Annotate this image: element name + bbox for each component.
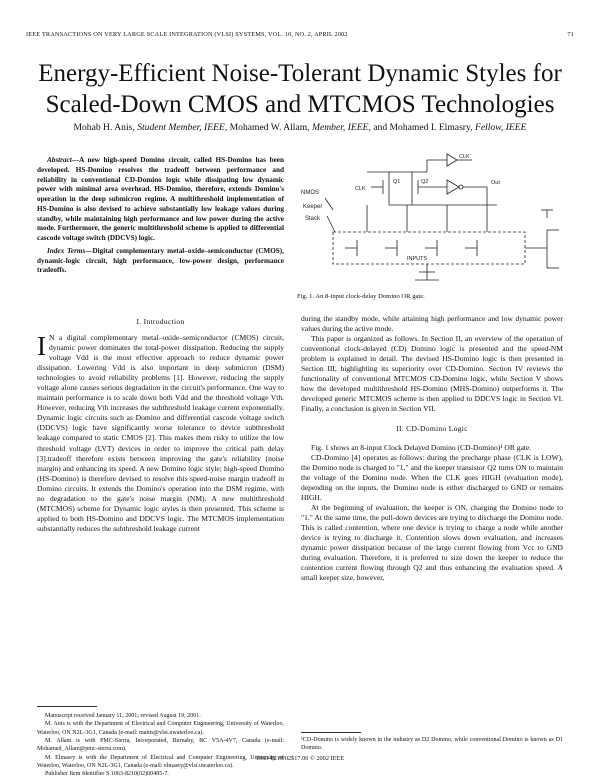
- author-1: Mohab H. Anis,: [73, 122, 135, 133]
- footnote-elmasry: M. Elmasry is with the Department of Electrical and Computer Engineering, University of Waterloo, Waterloo, ON N2L-3G1, Canada (e-mail: elmasry@vlsi.uwaterloo.ca).: [37, 754, 284, 770]
- index-terms-text: Digital complementary metal–oxide–semiconductor (CMOS), dynamic-logic circuit, high performance, low-power design, performance tradeoffs.: [37, 246, 284, 275]
- index-terms-label: Index Terms—: [47, 246, 93, 255]
- contention-paragraph: At the beginning of evaluation, the keeper is ON, charging the Domino node to "1." At the same time, the pull-down devices are trying to discharge the Domino node. This is called contention, where one device is trying to charge a node while another device is trying to discharge it. Contention slows down evaluation, and increases dynamic power dissipation because of the large current flowing from Vcc to GND during evaluation. Therefore, it is preferred to size down the keeper to reduce the contention current flowing through Q2 and thus enhancing the evaluation speed. A small keeper size, however,: [301, 502, 563, 583]
- fig-label-nmos: NMOS: [301, 190, 319, 196]
- footnote-rule: [37, 706, 97, 707]
- author-2: , Mohamed W. Allam,: [224, 122, 310, 133]
- author-3: , and Mohamed I. Elmasry,: [368, 122, 473, 133]
- fig-label-stack: Stack: [305, 216, 321, 222]
- intro-continuation: during the standby mode, while attaining high performance and low dynamic power values during the active mode.: [301, 314, 563, 334]
- author-list: [0, 122, 600, 133]
- footnote-rule-right: [301, 732, 361, 733]
- running-header: [26, 31, 574, 38]
- fig1-intro-paragraph: Fig. 1 shows an 8-input Clock Delayed Domino (CD-Domino)¹ OR gate.: [311, 442, 532, 452]
- fig-label-inputs: INPUTS: [407, 256, 428, 262]
- cd-domino-operation-paragraph: CD-Domino [4] operates as follows: during the precharge phase (CLK is LOW), the Domino node is charged to "1," and the keeper transistor Q2 turns ON to maintain the voltage of the Domino node. When the CLK goes HIGH (evaluation mode), depending on the inputs, the Domino node is either discharged to GND or remains HIGH.: [301, 452, 563, 502]
- section-2-heading: II. CD-Domino Logic: [396, 424, 468, 434]
- author-2-role: Member, IEEE: [312, 122, 369, 133]
- abstract-label: Abstract—: [47, 156, 79, 164]
- figure-1-schematic: [297, 150, 567, 288]
- fig-label-clk: CLK: [355, 186, 366, 192]
- section-1-heading: I. Introduction: [136, 317, 185, 326]
- fig-label-q2: Q2: [421, 179, 429, 185]
- journal-name: IEEE TRANSACTIONS ON VERY LARGE SCALE INTEGRATION (VLSI) SYSTEMS, VOL. 10, NO. 2, APRIL 2002: [26, 31, 348, 38]
- drop-cap: I: [37, 331, 46, 361]
- intro-paragraph: N a digital complementary metal–oxide–semiconductor (CMOS) circuit, dynamic power dominates the total-power dissipation. Reducing the supply voltage Vdd is the most effective approach to reduce dynamic power dissipation. Lowering Vdd is also important in deep submicron (DSM) technologies to avoid reliability problems [1]. However, reducing the supply voltage alone causes serious degradation in the circuit's performance. One way to maintain performance is to scale down both Vdd and the threshold voltage Vth. However, reducing Vth increases the subthreshold leakage current exponentially. Dynamic logic circuits such as Domino and differential cascode voltage switch (DDCVS) logic have significantly worse tolerance to device subthreshold leakage compared to static CMOS [2]. This makes them risky to utilize the low threshold voltage (LVT) devices in order to improve the critical path delay [3].tradeoff therefore exists between improving the gate's reliability (noise margin) and enhancing its speed. A new Domino logic style; high-speed Domino (HS-Domino) is therefore devised to resolve this speed-noise margin tradeoff in Domino circuits. It extends the Domino's operation into the DSM regime, with no degradation to the gate's noise margin (NM). A new multithreshold (MTCMOS) scheme for Dynamic logic styles is then presented. This scheme is applied to both HS-Domino and DDCVS logic. The MTCMOS implementation substantially reduces the subthreshold leakage current: [37, 333, 284, 533]
- page-number: 71: [567, 31, 574, 38]
- paper-title: [0, 58, 600, 120]
- title-line-2: Scaled-Down CMOS and MTCMOS Technologies: [45, 91, 555, 118]
- footnote-publisher: Publisher Item Identifier S 1063-8210(02)00485-7.: [45, 771, 169, 778]
- fig-label-clkp: CLK': [459, 154, 471, 160]
- fig-label-q1: Q1: [393, 179, 401, 185]
- figure-1-caption: Fig. 1. An 8-input clock-delay Domino OR gate.: [297, 293, 425, 300]
- author-1-role: Student Member, IEEE: [137, 122, 225, 133]
- cd-domino-footnote: ¹CD-Domino is widely known in the industry as D2 Domino, while conventional Domino is known as D1 Domino.: [301, 737, 563, 752]
- fig-label-keeper: Keeper: [303, 204, 323, 210]
- footnote-manuscript: Manuscript received January 11, 2001; revised August 19, 2001.: [45, 713, 201, 719]
- title-line-1: Energy-Efficient Noise-Tolerant Dynamic Styles for: [38, 60, 562, 87]
- footnote-allam: M. Allam is with PMC-Sierra, Incorporated, Burnaby, BC V5A-4V7, Canada (e-mail: Mohamed_Allam@pmc-sierra.com).: [37, 738, 284, 753]
- author-footnotes: [37, 712, 284, 779]
- index-terms-paragraph: [37, 247, 284, 276]
- author-3-role: Fellow, IEEE: [474, 122, 527, 133]
- copyright-footer: 1063-8210/02$17.00 © 2002 IEEE: [255, 755, 345, 762]
- section-1-body: [37, 333, 284, 534]
- abstract-paragraph: [37, 156, 284, 244]
- organization-paragraph: This paper is organized as follows. In Section II, an overview of the operation of conventional clock-delayed (CD) Domino logic is presented and the speed-NM problem is explained in detail. The devised HS-Domino logic is then presented in Section III, highlighting its superiority over CD-Domino. Section IV reviews the functionality of conventional MTCMOS CD-Domino logic, while Section V shows how the developed multithreshold HS-Domino (MHS-Domino) outperforms it. The developed generic MTCMOS scheme is then applied to DDCVS logic in Section VI. Finally, a conclusion is given in Section VII.: [301, 334, 563, 414]
- abstract-block: [37, 156, 284, 279]
- fig-label-out: Out: [491, 180, 500, 186]
- right-column-body: [301, 314, 563, 583]
- abstract-text: A new high-speed Domino circuit, called HS-Domino has been developed. HS-Domino resolves the tradeoff between performance and reliability in conventional CD-Domino logic while dissipating low dynamic power with minimal area overhead. HS-Domino, therefore, extends Domino's operation in the deep submicron regime. A multithreshold implementation of HS-Domino is also devised to achieve substantially low leakage values during standby, while maintaining high performance and low power during the active mode. Furthermore, the generic multithreshold scheme is applied to differential cascode voltage switch (DDCVS) logic.: [37, 156, 284, 242]
- footnote-anis: M. Anis is with the Department of Electrical and Computer Engineering, University of Waterloo, Waterloo, ON N2L-3G1, Canada (e-mail: manis@vlsi.uwaterloo.ca).: [37, 721, 284, 736]
